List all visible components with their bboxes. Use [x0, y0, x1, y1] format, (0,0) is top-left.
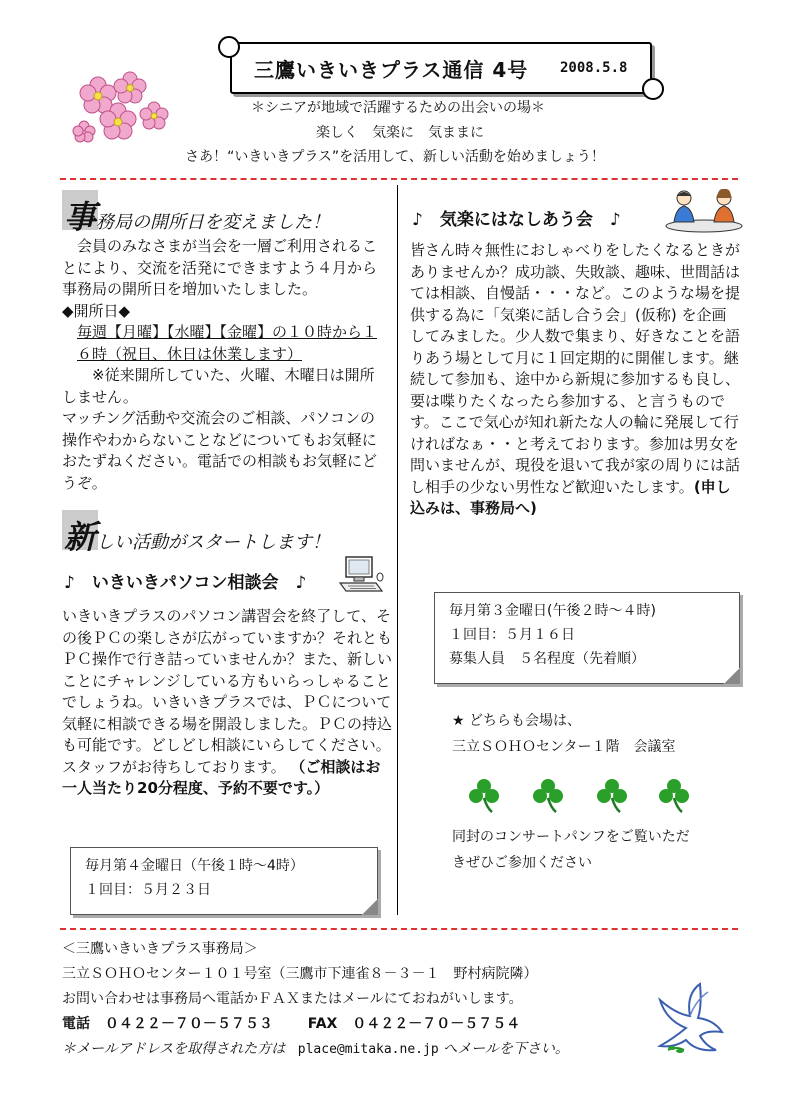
chat-box-line-1: 毎月第３金曜日(午後２時～４時): [449, 603, 656, 619]
chat-meeting-heading: ♪ 気楽にはなしあう会 ♪: [412, 210, 621, 230]
cherry-blossom-icon: [68, 66, 180, 152]
computer-icon: [336, 555, 386, 597]
top-divider: [60, 178, 738, 180]
chat-box-line-3: 募集人員 ５名程度（先着順）: [449, 651, 645, 667]
office-days-intro: 会員のみなさまが当会を一層ご利用されることにより、交流を活発にできますよう４月から事務局の開所日を増加いたしました。: [62, 237, 378, 298]
office-days-body: マッチング活動や交流会のご相談、パソコンの操作やわからないことなどについてもお気軽におたずねください。電話での相談もお気軽にどうぞ。: [62, 409, 378, 492]
chat-box-line-2: １回目：５月１６日: [449, 627, 575, 643]
chat-meeting-text: 皆さん時々無性におしゃべりをしたくなるときがありませんか？成功談、失敗談、趣味、世間話はては相談、自慢話・・・など。このような場を提供する為に「気楽に話し合う会」(仮称) を企画してみました。少人数で集まり、好きなことを語りあう場として月に１回定期的に開催します。継続して参加も、途中から新規に参加するも良し、要は喋りたくなったら参加する、と言うものです。ここで気心が知れ新たな人の輪に発展して行ければなぁ・・と考えております。参加は男女を問いませんが、現役を退いて我が家の周りには話し相手の少ない男性など歓迎いたします。: [410, 241, 741, 496]
clover-icon: [469, 779, 499, 812]
chat-meeting-section: [410, 240, 740, 520]
clover-icon: [659, 779, 689, 812]
tagline-3: さあ！“いきいきプラス”を活用して、新しい活動を始めましょう！: [185, 149, 605, 165]
office-days-schedule: 毎週【月曜】【水曜】【金曜】の１０時から１６時（祝日、休日は休業します）: [77, 323, 378, 363]
tel-number: ０４２２－７０－５７５３: [104, 1016, 273, 1032]
email-address[interactable]: place@mitaka.ne.jp: [297, 1042, 439, 1057]
pc-consult-schedule-box: [70, 847, 378, 915]
heading-text-1: 務局の開所日を変えました！: [96, 212, 331, 233]
office-name: ＜三鷹いきいきプラス事務局＞: [62, 941, 258, 957]
concert-line-1: 同封のコンサートパンフをご覧いただ: [452, 829, 690, 845]
venue-line-1: ★ どちらも会場は、: [452, 713, 582, 729]
section-office-days-heading: [64, 192, 330, 238]
email-lead: ＊メールアドレスを取得された方は: [62, 1041, 286, 1057]
newsletter-title: 三鷹いきいきプラス通信 4号: [254, 58, 529, 82]
clover-icon: [597, 779, 627, 812]
chat-meeting-schedule-box: [434, 592, 740, 684]
phone-fax-line: [62, 1012, 662, 1037]
tel-label: 電話: [62, 1016, 90, 1032]
chat-meeting-apply-note: (申し込みは、事務局へ): [410, 477, 731, 517]
heading-text-2: しい活動がスタートします！: [96, 532, 331, 553]
fax-number: ０４２２－７０－５７５４: [352, 1016, 521, 1032]
pc-consult-body: [62, 606, 392, 800]
office-days-note: ※従来開所していた、火曜、木曜日は開所しません。: [62, 366, 375, 406]
concert-line-2: きぜひご参加ください: [452, 855, 592, 871]
pc-box-line-1: 毎月第４金曜日（午後１時～4時）: [85, 858, 304, 874]
issue-date: 2008.5.8: [560, 60, 628, 76]
email-line: [62, 1037, 662, 1062]
contact-instructions: お問い合わせは事務局へ電話かＦＡＸまたはメールにておねがいします。: [62, 991, 523, 1007]
venue-info: [452, 708, 742, 760]
section-new-activities-heading: [64, 512, 330, 558]
clover-icon: [533, 779, 563, 812]
meeting-people-icon: [664, 186, 744, 234]
chat-meeting-body: [410, 240, 740, 520]
pc-consult-heading: ♪ いきいきパソコン相談会 ♪: [64, 573, 307, 593]
clover-icons: [464, 776, 704, 818]
dove-icon: [646, 980, 730, 1060]
bottom-divider: [60, 928, 738, 930]
concert-notice: [452, 824, 742, 876]
office-days-section: [62, 236, 388, 494]
office-address: 三立ＳＯＨＯセンター１０１号室（三鷹市下連雀８－３－１ 野村病院隣）: [62, 966, 538, 982]
pc-consult-section: [62, 606, 392, 800]
venue-line-2: 三立ＳＯＨＯセンター１階 会議室: [452, 739, 676, 755]
office-contact-footer: [62, 937, 662, 1062]
column-divider: [397, 185, 398, 915]
fax-label: FAX: [307, 1016, 338, 1032]
pc-consult-text: いきいきプラスのパソコン講習会を終了して、その後ＰＣの楽しさが広がっていますか？それともＰＣ操作で行き詰っていませんか？また、新しいことにチャレンジしている方もいらっしゃることでしょうね。いきいきプラスでは、ＰＣについて気軽に相談できる場を開設しました。ＰＣの持込も可能です。どしどし相談にいらしてください。スタッフがお待ちしております。: [62, 607, 393, 776]
heading-cap-2: 新: [64, 518, 97, 556]
office-days-label: ◆開所日◆: [62, 301, 131, 320]
pc-box-line-2: １回目：５月２３日: [85, 882, 211, 898]
pc-consult-bold-note: （ご相談はお一人当たり20分程度、予約不要です。）: [62, 757, 381, 797]
tagline-2: 楽しく 気楽に 気ままに: [316, 125, 484, 141]
tagline-1: ＊シニアが地域で活躍するための出会いの場＊: [251, 100, 545, 116]
email-trail: へメールを下さい。: [443, 1041, 569, 1057]
heading-cap-1: 事: [64, 198, 97, 236]
